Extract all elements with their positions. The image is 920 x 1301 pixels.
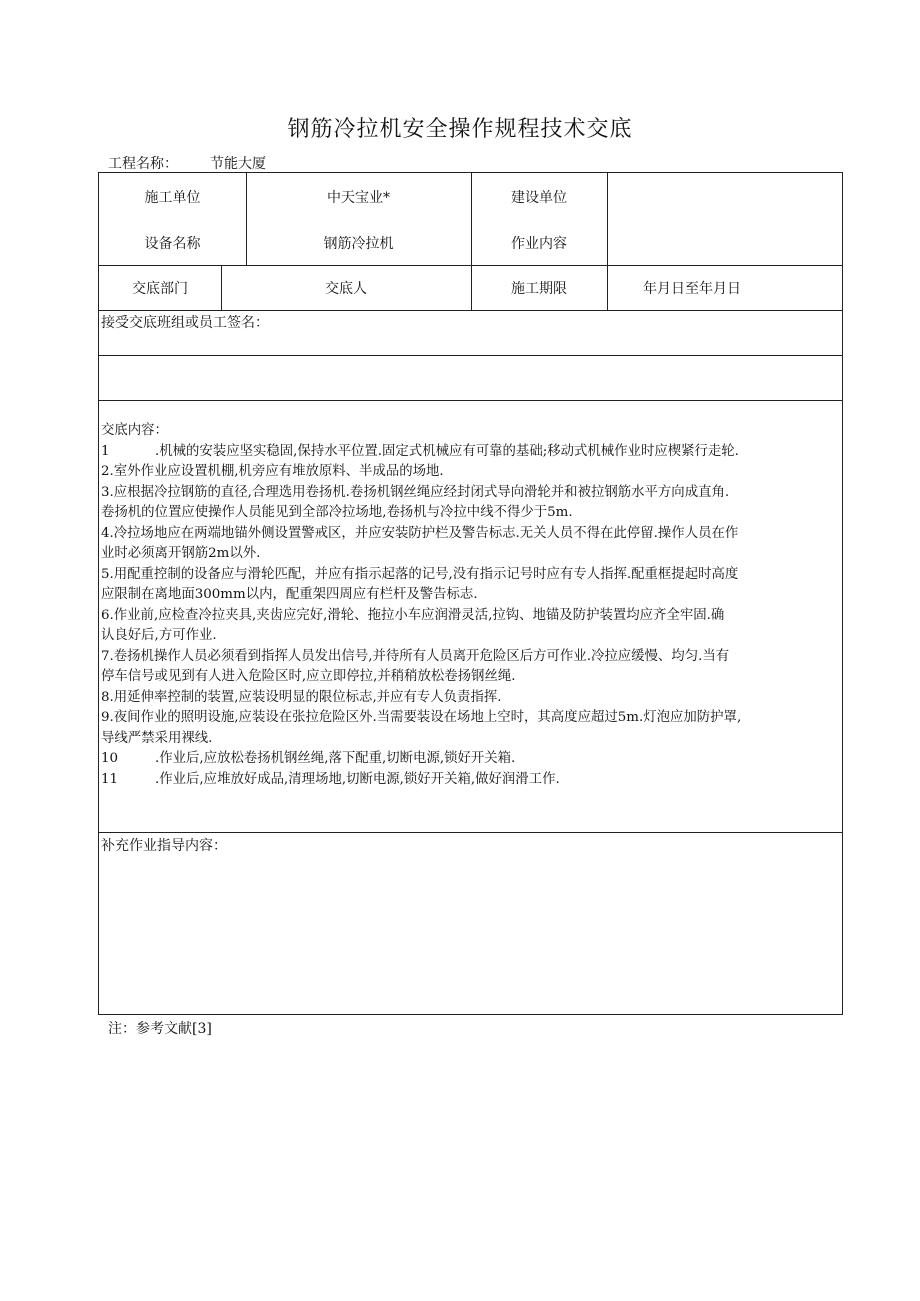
row-divider [99, 355, 842, 356]
item-text: 导线严禁采用裸线. [101, 730, 213, 746]
project-name: 节能大厦 [210, 156, 266, 172]
handover-content [101, 421, 841, 790]
item-text: 5.用配重控制的设备应与滑轮匹配，并应有指示起落的记号,没有指示记号时应有专人指挥.配重框提起时高度 [101, 566, 739, 582]
content-line [101, 626, 841, 647]
content-line [101, 647, 841, 668]
content-line [101, 688, 841, 709]
content-line [101, 667, 841, 688]
content-line [101, 462, 841, 483]
item-number: 10 [101, 751, 119, 766]
item-text: 7.卷扬机操作人员必须看到指挥人员发出信号,并待所有人员离开危险区后方可作业.冷拉应缓慢、均匀.当有 [101, 648, 730, 664]
equipment-value: 钢筋冷拉机 [323, 236, 394, 252]
item-text: 6.作业前,应检查冷拉夹具,夹齿应完好,滑轮、拖拉小车应润滑灵活,拉钩、地锚及防护装置均应齐全牢固.确 [101, 607, 725, 623]
period-value: 年月日至年月日 [643, 281, 741, 297]
project-line [108, 153, 266, 173]
item-text: 2.室外作业应设置机棚,机旁应有堆放原料、半成品的场地. [101, 464, 444, 479]
item-text: .机械的安装应坚实稳固,保持水平位置.固定式机械应有可靠的基础;移动式机械作业时应楔紧行走轮. [155, 443, 739, 459]
content-line [101, 585, 841, 606]
owner-unit-label: 建设单位 [511, 190, 567, 206]
item-text: 9.夜间作业的照明设施,应装设在张拉危险区外.当需要装设在场地上空时，其高度应超过5m.灯泡应加防护罩, [101, 710, 742, 725]
content-line [101, 606, 841, 627]
equipment-label: 设备名称 [144, 236, 201, 252]
construction-unit-value: 中天宝业* [327, 190, 390, 206]
item-text: .作业后,应放松卷扬机钢丝绳,落下配重,切断电源,锁好开关箱. [155, 751, 516, 766]
content-line [101, 565, 841, 586]
project-label: 工程名称： [108, 156, 178, 172]
content-line [101, 708, 841, 729]
item-text: 停车信号或见到有人进入危险区时,应立即停拉,并稍稍放松卷扬钢丝绳. [101, 669, 516, 684]
content-line [101, 503, 841, 524]
supplement-label: 补充作业指导内容： [101, 838, 227, 854]
item-text: 应限制在离地面300mm以内，配重架四周应有栏杆及警告标志. [101, 587, 478, 602]
item-text: 认良好后,方可作业. [101, 628, 217, 643]
item-text: 3.应根据冷拉钢筋的直径,合理选用卷扬机.卷扬机钢丝绳应经封闭式导向滑轮并和被拉钢筋水平方向成直角. [101, 484, 730, 500]
document-title: 钢筋冷拉机安全操作规程技术交底 [287, 117, 633, 142]
item-number: 11 [101, 771, 119, 787]
item-text: 8.用延伸率控制的装置,应装设明显的限位标志,并应有专人负责指挥. [101, 689, 502, 705]
content-line [101, 729, 841, 750]
content-line [101, 749, 841, 770]
construction-unit-label: 施工单位 [144, 190, 201, 206]
person-label: 交底人 [325, 281, 367, 297]
item-text: 业时必须离开钢筋2m以外. [101, 546, 261, 561]
dept-label: 交底部门 [132, 281, 188, 297]
signature-label: 接受交底班组或员工签名： [101, 315, 269, 331]
work-content-label: 作业内容 [511, 236, 567, 252]
content-line [101, 483, 841, 504]
handover-form [98, 172, 843, 1015]
content-line [101, 442, 841, 463]
row-divider [99, 400, 842, 401]
content-line [101, 544, 841, 565]
item-text: .作业后,应堆放好成品,清理场地,切断电源,锁好开关箱,做好润滑工作. [155, 771, 560, 787]
item-text: 4.冷拉场地应在两端地锚外侧设置警戒区，并应安装防护栏及警告标志.无关人员不得在此停留.操作人员在作 [101, 525, 739, 541]
period-label: 施工期限 [511, 281, 567, 297]
item-text: 卷扬机的位置应使操作人员能见到全部冷拉场地,卷扬机与冷拉中线不得少于5m. [101, 505, 573, 520]
footnote: 注：参考文献[3] [108, 1021, 212, 1037]
content-line [101, 770, 841, 791]
row-divider [99, 832, 842, 833]
content-line [101, 524, 841, 545]
content-heading: 交底内容： [101, 423, 168, 438]
item-number: 1 [101, 443, 110, 459]
row-divider [99, 310, 842, 311]
